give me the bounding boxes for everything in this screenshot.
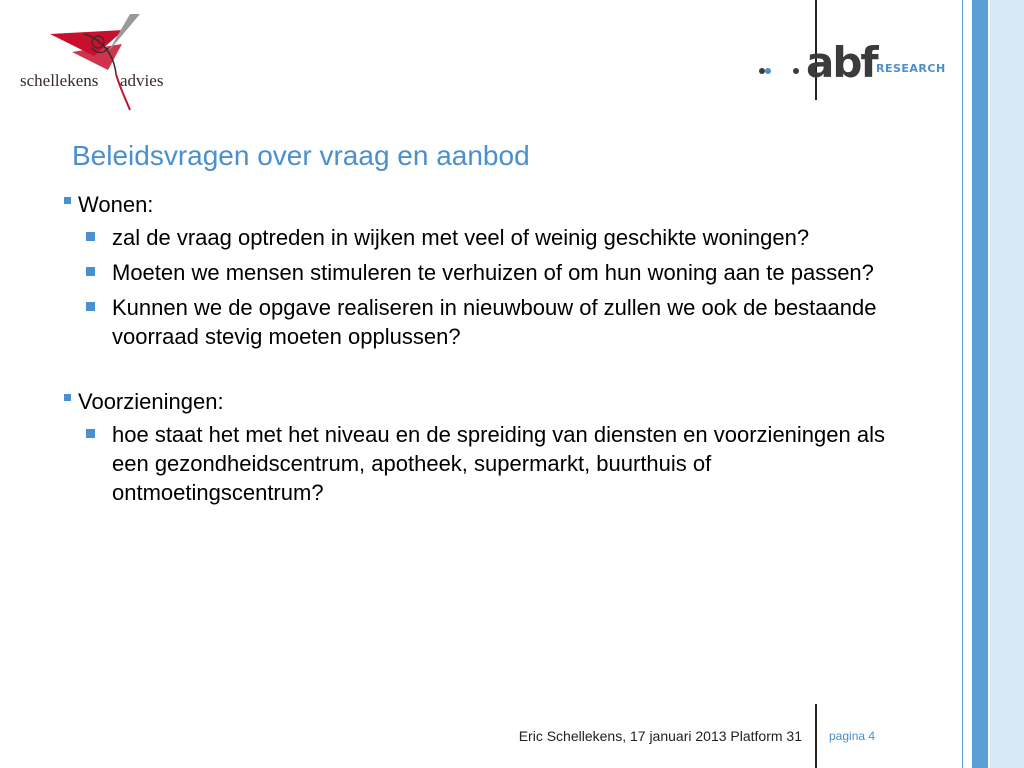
list-item-text: Moeten we mensen stimuleren te verhuizen of om hun woning aan te passen? — [112, 260, 874, 285]
logo-name-text: schellekens — [20, 71, 99, 90]
section-heading — [62, 190, 902, 219]
list-item — [62, 223, 902, 252]
page-number: pagina 4 — [829, 729, 876, 743]
bullet-list — [62, 223, 902, 351]
list-item-text: Kunnen we de opgave realiseren in nieuwbouw of zullen we ook de bestaande voorraad stevig moeten opplussen? — [112, 295, 877, 349]
decor-stripe-thin — [962, 0, 963, 768]
list-item-text: hoe staat het met het niveau en de spreiding van diensten en voorzieningen als een gezondheidscentrum, apotheek, supermarkt, buurthuis of ontmoetingscentrum? — [112, 422, 885, 505]
section-wonen — [62, 190, 902, 351]
slide-content — [62, 190, 902, 513]
decor-stripe-medium — [972, 0, 988, 768]
list-item-text: zal de vraag optreden in wijken met veel of weinig geschikte woningen? — [112, 225, 810, 250]
schellekens-advies-logo — [12, 12, 182, 112]
schellekens-logo-mark-icon — [12, 12, 182, 112]
section-heading — [62, 387, 902, 416]
list-item — [62, 420, 902, 507]
section-heading-text: Wonen: — [78, 192, 154, 217]
square-bullet-icon — [64, 394, 71, 401]
square-bullet-icon — [86, 232, 95, 241]
footer-text: Eric Schellekens, 17 januari 2013 Platform 31 — [518, 728, 802, 744]
section-voorzieningen — [62, 387, 902, 507]
slide-title: Beleidsvragen over vraag en aanbod — [72, 140, 530, 171]
abf-research-logo — [756, 38, 956, 88]
square-bullet-icon — [64, 197, 71, 204]
abf-dots-icon — [756, 44, 806, 88]
abf-logo-word: abf — [806, 38, 877, 87]
list-item — [62, 258, 902, 287]
decor-stripe-wide — [990, 0, 1024, 768]
square-bullet-icon — [86, 267, 95, 276]
logo-sub-text: advies — [120, 71, 164, 90]
footer-divider — [815, 704, 817, 768]
abf-logo-research: RESEARCH — [876, 62, 946, 75]
bullet-list — [62, 420, 902, 507]
square-bullet-icon — [86, 429, 95, 438]
list-item — [62, 293, 902, 351]
square-bullet-icon — [86, 302, 95, 311]
section-heading-text: Voorzieningen: — [78, 389, 224, 414]
